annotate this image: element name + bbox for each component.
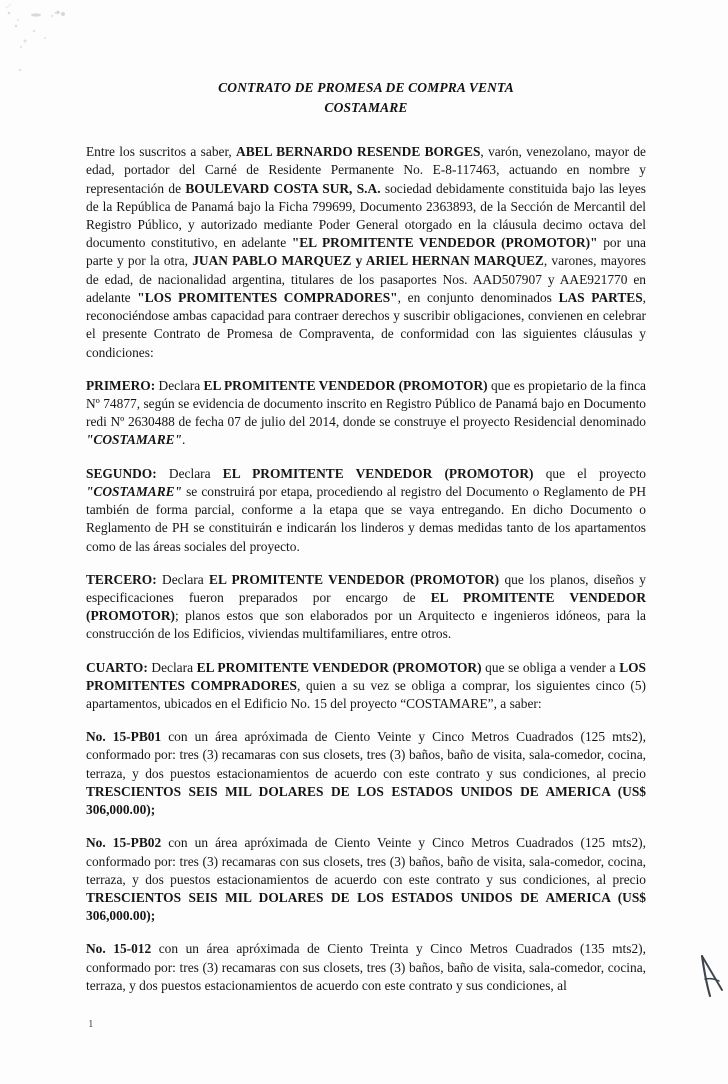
preamble-segment-1: Entre los suscritos a saber, bbox=[86, 144, 237, 160]
clause-cuarto-segment-3: , quien a su vez se obliga a comprar, los siguientes cinco (5) apartamentos, ubicados en el Edificio No. 15 del proyecto “COSTAMARE”, a saber: bbox=[86, 677, 646, 712]
company-name: BOULEVARD COSTA SUR, S.A. bbox=[185, 180, 381, 196]
handwritten-initial-mark bbox=[680, 946, 726, 998]
clause-cuarto-segment-2: que se obliga a vender a bbox=[481, 659, 620, 675]
clause-segundo bbox=[86, 465, 646, 556]
clause-primero bbox=[86, 377, 646, 450]
apartment-description: con un área apróximada de Ciento Veinte y Cinco Metros Cuadrados (125 mts2), conformado por: tres (3) recamaras con sus closets, tres (3) baños, baño de visita, sala-comedor, cocina, terraza, y dos puestos estacionamientos de acuerdo con este contrato y sus condiciones, al precio bbox=[86, 729, 646, 781]
page-title-line-2: COSTAMARE bbox=[324, 99, 408, 115]
term-parties: LAS PARTES bbox=[558, 289, 643, 305]
document-title-block bbox=[86, 0, 646, 117]
apartment-price: TRESCIENTOS SEIS MIL DOLARES DE LOS ESTADOS UNIDOS DE AMERICA (US$ 306,000.00); bbox=[86, 783, 646, 818]
clause-cuarto-party: EL PROMITENTE VENDEDOR (PROMOTOR) bbox=[196, 659, 482, 675]
apartment-description: con un área apróximada de Ciento Veinte y Cinco Metros Cuadrados (125 mts2), conformado por: tres (3) recamaras con sus closets, tres (3) baños, baño de visita, sala-comedor, cocina, terraza, y dos puestos estacionamientos de acuerdo con este contrato y sus condiciones, al precio bbox=[86, 835, 646, 887]
apartment-unit-number: No. 15-PB02 bbox=[86, 835, 162, 851]
clause-segundo-segment-2: que el proyecto bbox=[533, 465, 646, 481]
clause-tercero-party: EL PROMITENTE VENDEDOR (PROMOTOR) bbox=[209, 571, 500, 587]
clause-label-segundo: SEGUNDO: bbox=[86, 465, 157, 481]
apartment-unit-number: No. 15-PB01 bbox=[86, 729, 162, 745]
clause-cuarto bbox=[86, 659, 646, 714]
preamble-segment-7: , reconociéndose ambas capacidad para contraer derechos y suscribir obligaciones, convienen en celebrar el presente Contrato de Promesa de Compraventa, de conformidad con las siguientes cláusulas y condiciones: bbox=[86, 289, 647, 360]
clause-tercero-segment-3: ; planos estos que son elaborados por un Arquitecto e ingenieros idóneos, para la construcción de los Edificios, viviendas multifamiliares, entre otros. bbox=[86, 608, 646, 642]
apartment-listing bbox=[86, 834, 646, 925]
apartment-unit-number: No. 15-012 bbox=[86, 941, 152, 957]
clause-cuarto-party-2: LOS PROMITENTES COMPRADORES bbox=[86, 659, 646, 693]
apartment-listing bbox=[86, 940, 646, 995]
preamble-segment-3: sociedad debidamente constituida bajo las leyes de la República de Panamá bajo la Ficha 799699, Documento 2363893, de la Sección de Mercantil del Registro Público, y autorizado mediante Poder General otorgado en la cláusula decimo octava del documento constitutivo, en adelante bbox=[86, 180, 646, 251]
clause-tercero-party-2: EL PROMITENTE VENDEDOR (PROMOTOR) bbox=[86, 589, 646, 624]
preamble-segment-6: , en conjunto denominados bbox=[397, 289, 559, 305]
term-seller: "EL PROMITENTE VENDEDOR (PROMOTOR)" bbox=[291, 235, 598, 251]
clause-primero-segment-1: Declara bbox=[155, 377, 204, 393]
clause-cuarto-segment-1: Declara bbox=[147, 659, 197, 675]
clause-segundo-project-name: "COSTAMARE" bbox=[86, 483, 182, 499]
clause-label-tercero: TERCERO: bbox=[86, 571, 157, 587]
clause-label-primero: PRIMERO: bbox=[86, 377, 156, 393]
clause-primero-project-name: "COSTAMARE" bbox=[86, 432, 182, 448]
clause-primero-party: EL PROMITENTE VENDEDOR (PROMOTOR) bbox=[203, 377, 488, 393]
clause-tercero-segment-1: Declara bbox=[156, 571, 210, 587]
clause-primero-segment-3: . bbox=[182, 432, 186, 448]
apartment-description: con un área apróximada de Ciento Treinta y Cinco Metros Cuadrados (135 mts2), conformado por: tres (3) recamaras con sus closets, tres (3) baños, baño de visita, sala-comedor, cocina, terraza, y dos puestos estacionamientos de acuerdo con este contrato y sus condiciones, al bbox=[86, 941, 646, 993]
page-number: 1 bbox=[88, 1018, 94, 1030]
clause-segundo-segment-3: se construirá por etapa, procediendo al registro del Documento o Reglamento de PH también de forma parcial, conforme a la etapa que se vaya entregando. En dicho Documento o Reglamento de PH se constituirán e indicarán los linderos y demas medidas tanto de los apartamentos como de las áreas sociales del proyecto. bbox=[86, 483, 646, 554]
apartment-price: TRESCIENTOS SEIS MIL DOLARES DE LOS ESTADOS UNIDOS DE AMERICA (US$ 306,000.00); bbox=[86, 890, 646, 924]
clause-label-cuarto: CUARTO: bbox=[86, 659, 148, 675]
page-title-line-1: CONTRATO DE PROMESA DE COMPRA VENTA bbox=[218, 80, 514, 95]
preamble-segment-4: por una parte y por la otra, bbox=[86, 235, 646, 269]
clause-primero-segment-2: que es propietario de la finca Nº 74877, según se evidencia de documento inscrito en Registro Público de Panamá bajo en Documento redi Nº 2630488 de fecha 07 de julio del 2014, donde se construye el proyecto Residencial denominado bbox=[86, 377, 646, 430]
clause-segundo-party: EL PROMITENTE VENDEDOR (PROMOTOR) bbox=[222, 465, 534, 481]
seller-representative-name: ABEL BERNARDO RESENDE BORGES bbox=[236, 144, 481, 160]
buyer-names: JUAN PABLO MARQUEZ y ARIEL HERNAN MARQUEZ bbox=[192, 253, 544, 269]
document-body bbox=[86, 0, 646, 995]
clause-tercero-segment-2: que los planos, diseños y especificaciones fueron preparados por encargo de bbox=[86, 571, 646, 605]
term-buyers: "LOS PROMITENTES COMPRADORES" bbox=[137, 289, 398, 305]
preamble-paragraph bbox=[86, 143, 646, 362]
clause-tercero bbox=[86, 571, 646, 644]
preamble-segment-5: , varones, mayores de edad, de nacionalidad argentina, titulares de los pasaportes Nos. AAD507907 y AAE921770 en adelante bbox=[86, 253, 647, 305]
preamble-segment-2: , varón, venezolano, mayor de edad, portador del Carné de Residente Permanente No. E-8-117463, actuando en nombre y representación de bbox=[86, 144, 646, 196]
clause-segundo-segment-1: Declara bbox=[156, 465, 223, 481]
apartment-listing bbox=[86, 728, 646, 819]
